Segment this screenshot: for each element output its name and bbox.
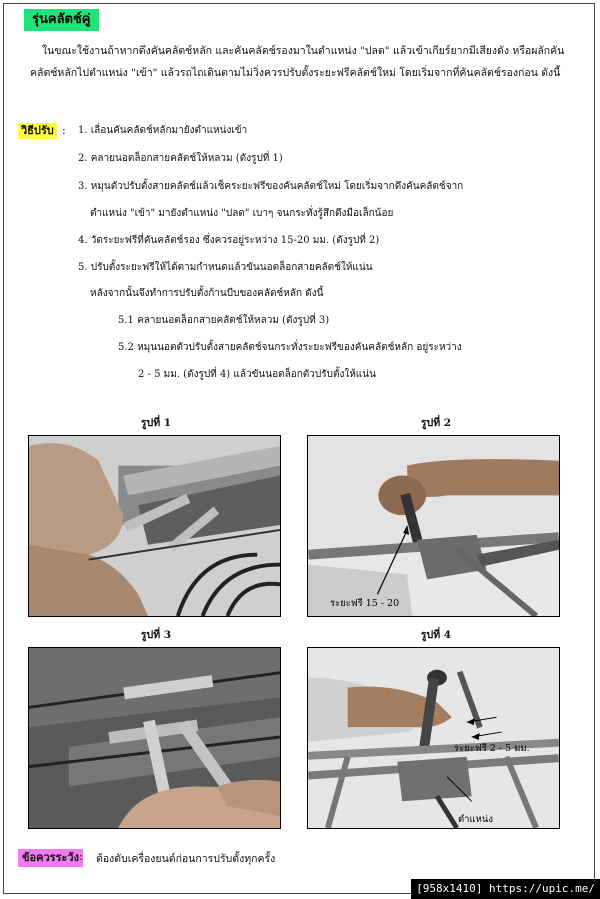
- intro-paragraph: ในขณะใช้งานถ้าหากดึงคันคลัตช์หลัก และคันคลัตช์รองมาในตำแหน่ง "ปลด" แล้วเข้าเกียร์ยากมีเสียงดัง หรือผลักคันคลัตช์หลักไปตำแหน่ง "เข้า" แล้วรถไถเดินตามไม่วิ่งควรปรับตั้งระยะฟรีคลัตช์ใหม่ โดยเริ่มจากที่คันคลัตช์รองก่อน ดังนี้: [30, 45, 565, 79]
- figure-2-caption: รูปที่ 2: [420, 417, 452, 429]
- step-5: 5. ปรับตั้งระยะฟรีให้ได้ตามกำหนดแล้วขันนอตล็อกสายคลัตช์ให้แน่น: [78, 262, 373, 273]
- figure-4-position-label: ตำแหน่ง: [458, 814, 494, 825]
- page-title: รุ่นคลัตช์คู่: [24, 9, 99, 31]
- method-colon: :: [62, 124, 66, 137]
- figure-3-photo: [28, 647, 281, 829]
- step-4: 4. วัดระยะฟรีที่คันคลัตช์รอง ซึ่งควรอยู่ระหว่าง 15-20 มม. (ดังรูปที่ 2): [78, 235, 380, 246]
- figure-3-caption: รูปที่ 3: [140, 629, 172, 641]
- figure-1-caption: รูปที่ 1: [140, 417, 172, 429]
- figure-2-photo: [307, 435, 560, 617]
- step-5-1: 5.1 คลายนอตล็อกสายคลัตช์ให้หลวม (ดังรูปที่ 3): [118, 315, 330, 326]
- caution-colon: :: [79, 850, 83, 863]
- step-3-continued: ตำแหน่ง "เข้า" มายังตำแหน่ง "ปลด" เบาๆ จนกระทั่งรู้สึกตึงมือเล็กน้อย: [90, 208, 394, 219]
- step-1: 1. เลื่อนคันคลัตช์หลักมายังตำแหน่งเข้า: [78, 125, 248, 136]
- figure-4-caption: รูปที่ 4: [420, 629, 452, 641]
- method-label: วิธีปรับ: [18, 123, 57, 139]
- step-2: 2. คลายนอตล็อกสายคลัตช์ให้หลวม (ดังรูปที่ 1): [78, 153, 283, 164]
- step-5-continued: หลังจากนั้นจึงทำการปรับตั้งก้านบีบของคลัตช์หลัก ดังนี้: [90, 288, 324, 299]
- figure-2-freeplay-label: ระยะฟรี 15 - 20: [330, 598, 400, 609]
- watermark: [958x1410] https://upic.me/: [411, 879, 600, 899]
- figure-1-photo: [28, 435, 281, 617]
- figure-4-photo: [307, 647, 560, 829]
- step-3: 3. หมุนตัวปรับตั้งสายคลัตช์แล้วเช็คระยะฟรีของคันคลัตช์ใหม่ โดยเริ่มจากดึงคันคลัตช์จาก: [78, 181, 464, 192]
- step-5-2-continued: 2 - 5 มม. (ดังรูปที่ 4) แล้วขันนอตล็อกตัวปรับตั้งให้แน่น: [138, 369, 376, 380]
- figure-4-freeplay-label: ระยะฟรี 2 - 5 มม.: [454, 743, 530, 754]
- step-5-2: 5.2 หมุนนอตตัวปรับตั้งสายคลัตช์จนกระทั่งระยะฟรีของคันคลัตช์หลัก อยู่ระหว่าง: [118, 342, 462, 353]
- caution-label: ข้อควรระวัง: [18, 849, 83, 867]
- caution-text: ต้องดับเครื่องยนต์ก่อนการปรับตั้งทุกครั้ง: [96, 853, 276, 865]
